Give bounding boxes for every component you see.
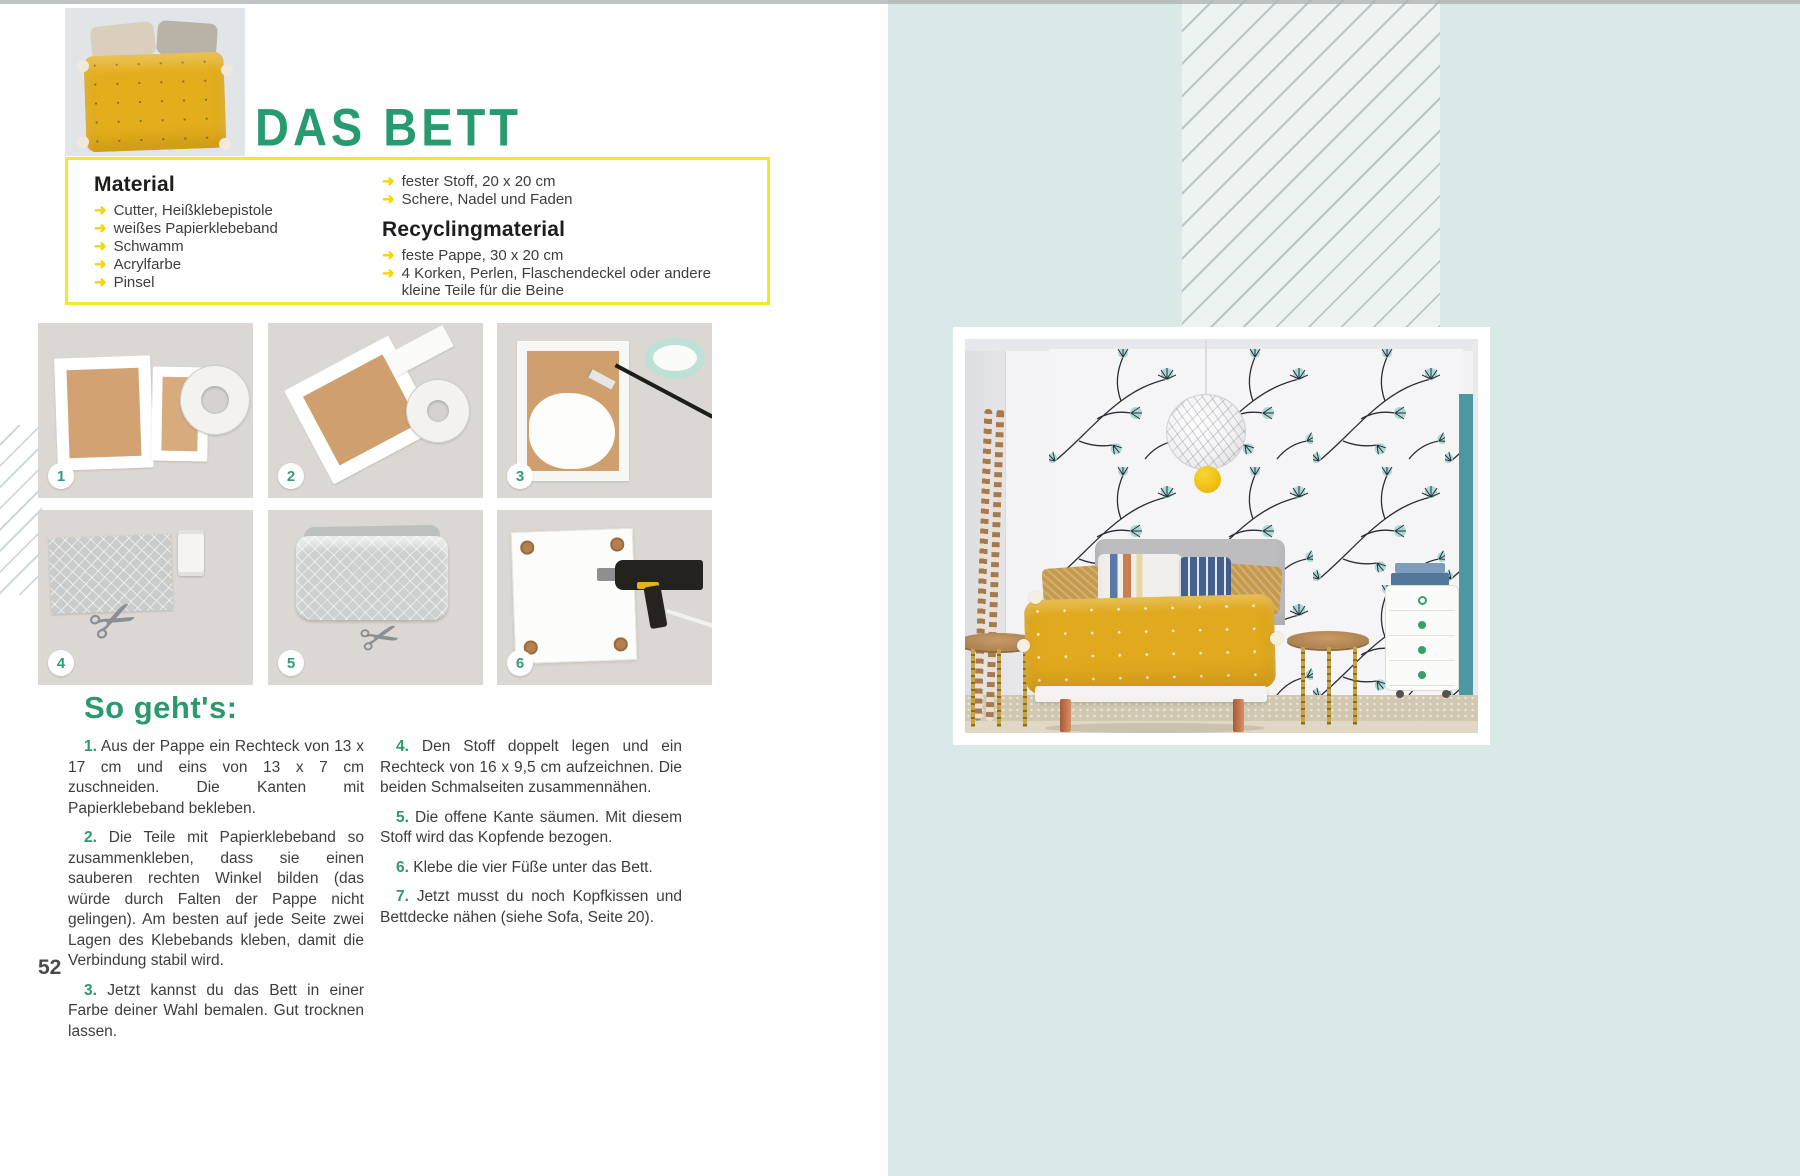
cork-foot [613, 637, 627, 651]
cardboard-center [66, 368, 141, 458]
drawer [1389, 663, 1455, 686]
instruction-number: 7. [396, 888, 409, 905]
right-page [888, 0, 1800, 1176]
cardboard-flap [384, 325, 454, 377]
material-item [382, 173, 752, 191]
instruction-number: 6. [396, 858, 409, 876]
pendant-lamp [1166, 394, 1246, 470]
arrow-bullet-icon: ➜ [94, 238, 107, 255]
hero-duvet-yellow [83, 52, 226, 153]
yellow-duvet [1024, 594, 1276, 695]
fabric-cover [296, 536, 448, 620]
instruction-text: Die Teile mit Papierklebeband so zusammenkleben, dass sie einen sauberen rechten Winkel bilden (das würde durch Falten der Pappe nicht gelingen). Am besten auf jede Seite zwei Lagen des Klebebands kleben, damit die Verbindung stabil wird. [68, 829, 364, 969]
green-knob [1418, 621, 1426, 629]
material-item-label: Cutter, Heißklebepistole [113, 202, 273, 219]
pompom [221, 64, 233, 76]
pompom [77, 136, 89, 148]
green-knob [1418, 646, 1426, 654]
arrow-bullet-icon: ➜ [382, 264, 395, 282]
step-photo-3 [497, 323, 712, 498]
instruction-text: Jetzt kannst du das Bett in einer Farbe deiner Wahl bemalen. Gut trocknen lassen. [68, 981, 365, 1040]
scissors-icon: ✂ [354, 607, 407, 670]
materials-heading: Material [94, 173, 175, 196]
material-item [382, 247, 752, 265]
step-photo-5 [268, 510, 483, 685]
teal-wall-strip [1459, 394, 1473, 704]
instruction-step [68, 828, 364, 972]
recycling-list [382, 247, 752, 300]
material-item-label: Pinsel [113, 274, 155, 291]
lamp-wire-mesh [1167, 395, 1245, 469]
step-number-badge: 4 [48, 650, 74, 676]
towel-light-blue [1395, 563, 1445, 573]
glue-gun-nozzle [597, 568, 617, 581]
instruction-number: 1. [84, 738, 97, 755]
arrow-bullet-icon: ➜ [382, 191, 395, 208]
bedroom-photo [965, 339, 1478, 733]
instruction-step [380, 808, 682, 849]
glue-gun-handle [643, 585, 667, 629]
folded-towels [1391, 563, 1449, 587]
instruction-step [380, 737, 682, 799]
white-bed-base [511, 528, 638, 664]
tape-roll [180, 365, 250, 435]
materials-column-1 [94, 173, 374, 292]
drawer-unit [1385, 585, 1459, 691]
step-number-badge: 1 [48, 463, 74, 489]
diagonal-stripe-decoration [0, 425, 42, 595]
material-item-label: weißes Papierklebeband [113, 220, 278, 237]
table-leg [971, 649, 975, 727]
side-table-right [1287, 623, 1369, 729]
instruction-text: Klebe die vier Füße unter das Bett. [413, 858, 653, 876]
green-knob [1418, 596, 1427, 605]
table-leg [1301, 647, 1305, 725]
paint-bowl-inner [653, 345, 697, 371]
caster-wheel [1442, 690, 1450, 698]
painted-board [517, 341, 629, 481]
page-title: DAS BETT [255, 97, 522, 157]
arrow-bullet-icon: ➜ [382, 173, 395, 190]
howto-heading: So geht's: [84, 690, 238, 725]
lamp-bulb-yellow [1194, 466, 1221, 493]
material-item-label: Schere, Nadel und Faden [401, 191, 573, 208]
material-item [94, 220, 374, 238]
material-item-label: 4 Korken, Perlen, Flaschendeckel oder andere kleine Teile für die Beine [401, 264, 711, 299]
step-number-badge: 6 [507, 650, 533, 676]
material-item [94, 274, 374, 292]
bedroom-photo-frame [953, 327, 1490, 745]
instruction-number: 3. [84, 981, 97, 999]
instruction-text: Den Stoff doppelt legen und ein Rechteck von 16 x 9,5 cm aufzeichnen. Die beiden Schmalseiten zusammennähen. [380, 738, 682, 796]
instruction-number: 4. [396, 738, 409, 755]
left-page [0, 0, 888, 1176]
arrow-bullet-icon: ➜ [94, 274, 107, 291]
cork-foot [520, 540, 534, 554]
step-number-badge: 5 [278, 650, 304, 676]
material-item-label: Acrylfarbe [113, 256, 182, 273]
scissors-icon: ✂ [78, 581, 149, 660]
drawer [1389, 588, 1455, 611]
instruction-step [68, 737, 364, 819]
material-item [94, 256, 374, 274]
page-top-edge [0, 0, 1800, 4]
arrow-bullet-icon: ➜ [382, 246, 395, 264]
material-item [382, 265, 752, 300]
pompom [1017, 639, 1030, 652]
tape-roll-hole [201, 386, 229, 414]
instruction-text: Aus der Pappe ein Rechteck von 13 x 17 cm und eins von 13 x 7 cm zuschneiden. Die Kanten mit Papierklebeband bekleben. [68, 738, 364, 817]
right-wall-edge [1473, 339, 1478, 733]
arrow-bullet-icon: ➜ [94, 202, 107, 219]
copper-bed-leg [1233, 699, 1244, 732]
step-number-badge: 2 [278, 463, 304, 489]
green-knob [1418, 671, 1426, 679]
material-item-label: Schwamm [113, 238, 184, 255]
arrow-bullet-icon: ➜ [94, 220, 107, 237]
step-photo-2 [268, 323, 483, 498]
recycling-heading: Recyclingmaterial [382, 217, 566, 241]
instruction-text: Die offene Kante säumen. Mit diesem Stoff wird das Kopfende bezogen. [380, 808, 683, 846]
material-item [94, 238, 374, 256]
tape-roll-hole [427, 400, 449, 422]
step-photo-4 [38, 510, 253, 685]
table-leg [997, 649, 1001, 727]
thread-spool [178, 530, 204, 576]
instructions-column-2 [380, 737, 682, 937]
materials-list [382, 173, 752, 209]
page-number: 52 [38, 956, 62, 979]
table-leg [1327, 647, 1331, 725]
material-item [94, 202, 374, 220]
material-item [382, 191, 752, 209]
arrow-bullet-icon: ➜ [94, 256, 107, 273]
materials-list [94, 202, 374, 292]
pompom [219, 138, 231, 150]
pompom [77, 60, 89, 72]
hero-photo-mini-bed [65, 8, 245, 156]
instruction-number: 2. [84, 829, 97, 846]
copper-bed-leg [1060, 699, 1071, 732]
instructions-column-1 [68, 737, 364, 1051]
caster-wheel [1396, 690, 1404, 698]
table-leg [1353, 647, 1357, 725]
instruction-step [380, 887, 682, 928]
material-item-label: feste Pappe, 30 x 20 cm [401, 246, 564, 264]
material-item-label: fester Stoff, 20 x 20 cm [401, 173, 556, 190]
lamp-cord [1205, 339, 1207, 397]
drawer [1389, 613, 1455, 636]
bed-shadow [1045, 723, 1265, 733]
instruction-step [68, 981, 364, 1043]
diagonal-stripe-band [1182, 0, 1440, 327]
step-photo-1 [38, 323, 253, 498]
materials-box [65, 157, 770, 305]
materials-column-2 [382, 173, 752, 300]
cork-foot [610, 537, 624, 551]
pompom [1029, 591, 1042, 604]
paint-bowl [645, 337, 705, 379]
glue-gun-cord [666, 609, 712, 631]
instruction-step [380, 858, 682, 879]
instruction-number: 5. [396, 808, 409, 826]
instruction-text: Jetzt musst du noch Kopfkissen und Bettdecke nähen (siehe Sofa, Seite 20). [380, 888, 682, 926]
cardboard-piece [54, 355, 154, 470]
step-number-badge: 3 [507, 463, 533, 489]
tape-roll [406, 379, 470, 443]
drawer [1389, 638, 1455, 661]
white-paint [529, 393, 615, 469]
pompom [1270, 632, 1283, 645]
step-photo-6 [497, 510, 712, 685]
